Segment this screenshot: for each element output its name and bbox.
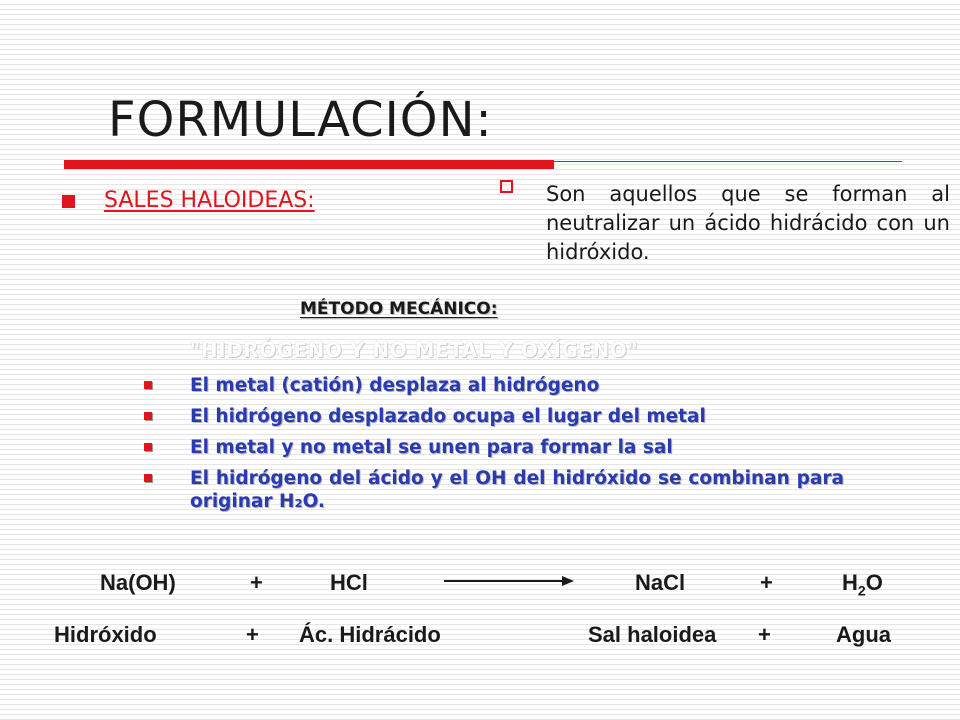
equation-plus-1: +	[250, 570, 263, 595]
title-rule	[554, 161, 902, 162]
equation-label-4: Agua	[836, 622, 891, 647]
equation-label-plus-2: +	[758, 622, 771, 647]
water-formula-subscript: 2	[857, 582, 866, 599]
equation-product-2	[842, 570, 883, 598]
title-accent-bar	[64, 160, 554, 169]
step-text: El metal y no metal se unen para formar la sal	[190, 437, 673, 458]
hollow-square-bullet-icon	[500, 180, 513, 193]
method-steps-list	[144, 374, 844, 521]
list-item	[144, 374, 844, 397]
water-formula-o: O	[865, 570, 883, 595]
equation-label-2: Ác. Hidrácido	[299, 622, 441, 647]
square-bullet-icon	[144, 474, 152, 482]
equation-reactant-1: Na(OH)	[100, 570, 176, 595]
equation-product-1: NaCl	[635, 570, 686, 595]
equation-reactant-2: HCl	[330, 570, 368, 595]
equation-plus-2: +	[760, 570, 773, 595]
slide-title: FORMULACIÓN:	[108, 92, 493, 148]
equation-label-3: Sal haloidea	[588, 622, 717, 647]
method-heading: MÉTODO MECÁNICO:	[300, 299, 498, 319]
water-formula-h: H	[842, 570, 858, 595]
square-bullet-icon	[144, 381, 152, 389]
square-bullet-icon	[62, 195, 75, 208]
square-bullet-icon	[144, 412, 152, 420]
equation-label-1: Hidróxido	[54, 622, 157, 647]
list-item	[144, 405, 844, 428]
section-heading: SALES HALOIDEAS:	[104, 188, 315, 213]
square-bullet-icon	[144, 443, 152, 451]
reaction-arrow-icon	[444, 574, 574, 588]
list-item	[144, 467, 844, 513]
step-text: El metal (catión) desplaza al hidrógeno	[190, 375, 600, 396]
section-definition: Son aquellos que se forman al neutralizar un ácido hidrácido con un hidróxido.	[546, 182, 950, 264]
list-item	[144, 436, 844, 459]
step-text: El hidrógeno desplazado ocupa el lugar del metal	[190, 406, 706, 427]
equation-label-plus-1: +	[246, 622, 259, 647]
method-subtitle: "HIDRÓGENO Y NO METAL Y OXÍGENO"	[190, 338, 639, 362]
step-text: El hidrógeno del ácido y el OH del hidróxido se combinan para originar H₂O.	[190, 468, 844, 512]
